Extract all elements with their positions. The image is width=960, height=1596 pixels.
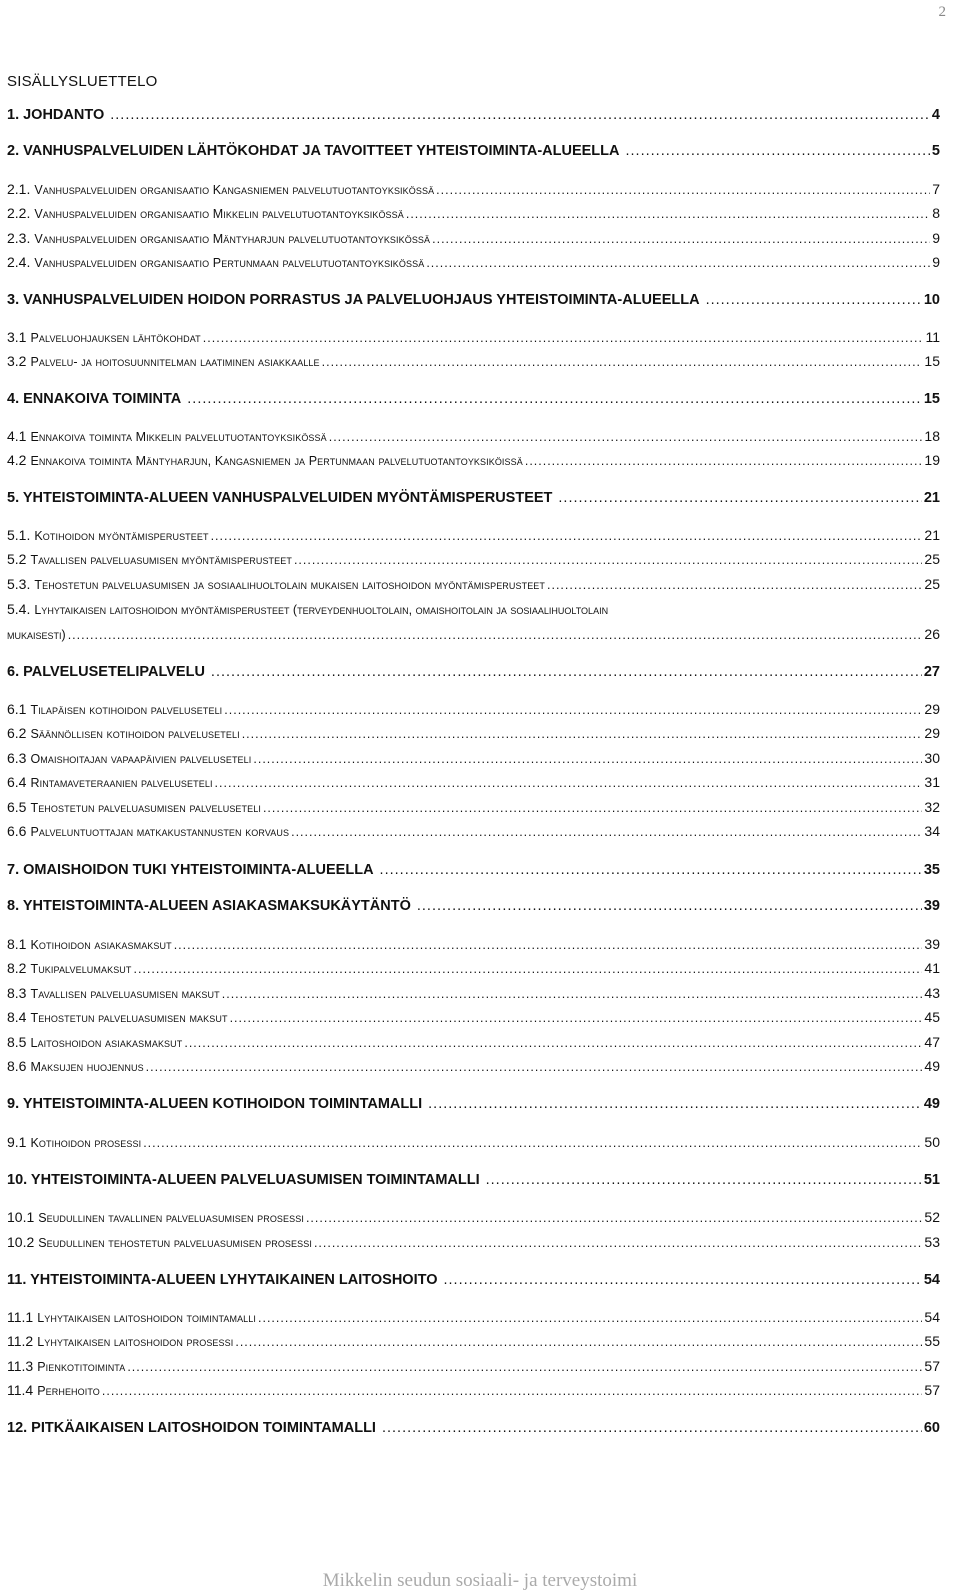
toc-entry-page: 29 <box>924 701 940 717</box>
toc-entry[interactable] <box>7 253 940 272</box>
toc-entry[interactable] <box>7 390 940 408</box>
leader-dots <box>211 663 922 681</box>
toc-entry[interactable] <box>7 427 940 446</box>
toc-entry-title: Palveluntuottajan matkakustannusten korvaus <box>30 825 290 839</box>
toc-entry-number: 9.1 <box>7 1134 27 1150</box>
toc-entry-number: 2.4. <box>7 254 31 270</box>
toc-entry-page: 10 <box>923 292 940 308</box>
toc-entry[interactable] <box>7 597 940 647</box>
toc-entry-title: Tehostetun palveluasumisen maksut <box>30 1011 228 1025</box>
toc-entry[interactable] <box>7 1171 940 1189</box>
toc-entry-page: 60 <box>923 1420 940 1436</box>
toc-entry-number: 6.6 <box>7 823 27 839</box>
toc-entry-title: Tehostetun palveluasumisen ja sosiaalihuoltolain mukaisen laitoshoidon myöntämisperusteet <box>34 578 545 592</box>
toc-entry-number: 5.1. <box>7 527 31 543</box>
toc-entry-title: Ennakoiva toiminta Mäntyharjun, Kangasniemen ja Pertunmaan palvelutuotantoyksiköissä <box>30 454 523 468</box>
page-footer: Mikkelin seudun sosiaali- ja terveystoimi <box>322 1570 638 1591</box>
toc-entry-number: 11.1 <box>7 1309 34 1325</box>
leader-dots <box>306 1209 922 1227</box>
toc-entry-title: Rintamaveteraanien palveluseteli <box>30 776 213 790</box>
leader-dots <box>134 960 923 978</box>
toc-entry[interactable] <box>7 1208 940 1227</box>
leader-dots <box>211 527 923 545</box>
leader-dots <box>174 936 923 954</box>
leader-dots <box>558 489 921 507</box>
leader-dots <box>428 1095 922 1113</box>
toc-entry-page: 18 <box>924 428 940 444</box>
toc-entry-title: Ennakoiva toiminta Mikkelin palvelutuotantoyksikössä <box>30 430 327 444</box>
leader-dots <box>426 254 930 272</box>
toc-entry-page: 29 <box>924 725 940 741</box>
toc-entry-page: 57 <box>924 1358 940 1374</box>
leader-dots <box>184 1034 922 1052</box>
toc-entry[interactable] <box>7 575 940 594</box>
toc-entry-page: 55 <box>924 1333 940 1349</box>
toc-entry-page: 57 <box>924 1382 940 1398</box>
toc-entry[interactable] <box>7 106 940 124</box>
toc-entry-title: Vanhuspalveluiden organisaatio Mäntyharjun palvelutuotantoyksikössä <box>34 232 431 246</box>
toc-entry-title: 8. YHTEISTOIMINTA-ALUEEN ASIAKASMAKSUKÄYTÄNTÖ <box>7 898 411 914</box>
toc-entry-number: 2.3. <box>7 230 31 246</box>
leader-dots <box>253 750 922 768</box>
toc-entry-number: 6.3 <box>7 750 27 766</box>
toc-entry-title: Vanhuspalveluiden organisaatio Pertunmaan palvelutuotantoyksikössä <box>34 256 425 270</box>
leader-dots <box>187 390 922 408</box>
toc-entry[interactable] <box>7 773 940 792</box>
toc-entry-page: 53 <box>924 1234 940 1250</box>
page-number: 2 <box>938 4 946 20</box>
toc-entry-title: Lyhytaikaisen laitoshoidon myöntämisperusteet (terveydenhuoltolain, omaishoitolain ja sosiaalihuoltolain <box>34 603 609 617</box>
toc-entry-page: 21 <box>923 490 940 506</box>
toc-entry-page: 8 <box>932 205 940 221</box>
leader-dots <box>242 725 923 743</box>
leader-dots <box>127 1358 922 1376</box>
toc-entry[interactable] <box>7 1095 940 1113</box>
toc-entry-number: 5.4. <box>7 601 31 617</box>
toc-entry[interactable] <box>7 1271 940 1289</box>
toc-entry[interactable] <box>7 861 940 879</box>
toc-entry-number: 8.1 <box>7 936 27 952</box>
toc-entry[interactable] <box>7 291 940 309</box>
leader-dots <box>235 1333 922 1351</box>
toc-entry-page: 41 <box>924 960 940 976</box>
toc-entry-page: 39 <box>923 898 940 914</box>
leader-dots <box>382 1419 922 1437</box>
toc-entry-page: 52 <box>924 1209 940 1225</box>
toc-entry[interactable] <box>7 959 940 978</box>
toc-entry[interactable] <box>7 724 940 743</box>
toc-entry-number: 8.6 <box>7 1058 27 1074</box>
toc-entry-title: 6. PALVELUSETELIPALVELU <box>7 664 205 680</box>
toc-entry[interactable] <box>7 1419 940 1437</box>
leader-dots <box>322 353 923 371</box>
toc-entry-page: 43 <box>924 985 940 1001</box>
leader-dots <box>203 329 924 347</box>
toc-entry-title: Kotihoidon myöntämisperusteet <box>34 529 209 543</box>
toc-entry-title: Säännöllisen kotihoidon palveluseteli <box>30 727 240 741</box>
toc-entry[interactable] <box>7 550 940 569</box>
leader-dots <box>380 861 922 879</box>
toc-entry[interactable] <box>7 180 940 199</box>
toc-entry-page: 49 <box>923 1096 940 1112</box>
toc-entry[interactable] <box>7 489 940 507</box>
toc-entry-title: Tavallisen palveluasumisen maksut <box>30 987 220 1001</box>
toc-entry-title: Tukipalvelumaksut <box>30 962 132 976</box>
toc-entry-title: Tehostetun palveluasumisen palveluseteli <box>30 801 261 815</box>
toc-entry-number: 8.5 <box>7 1034 27 1050</box>
toc-entry-title: Maksujen huojennus <box>30 1060 144 1074</box>
toc-entry-page: 32 <box>924 799 940 815</box>
toc-entry-page: 21 <box>924 527 940 543</box>
toc-entry-number: 2.1. <box>7 181 31 197</box>
leader-dots <box>432 230 930 248</box>
toc-entry-page: 4 <box>931 107 940 123</box>
toc-entry-page: 25 <box>924 551 940 567</box>
leader-dots <box>146 1058 923 1076</box>
toc-entry-title: Kotihoidon asiakasmaksut <box>30 938 172 952</box>
leader-dots <box>329 428 923 446</box>
toc-entry-page: 27 <box>923 664 940 680</box>
toc-entry-page: 50 <box>924 1134 940 1150</box>
toc-entry-title: Tavallisen palveluasumisen myöntämisperusteet <box>30 553 292 567</box>
toc-entry-number: 3.1 <box>7 329 27 345</box>
toc-entry-title: Pienkotitoiminta <box>37 1360 126 1374</box>
toc-entry-title: 4. ENNAKOIVA TOIMINTA <box>7 391 182 407</box>
leader-dots <box>417 897 922 915</box>
toc-entry-page: 47 <box>924 1034 940 1050</box>
toc-entry[interactable] <box>7 984 940 1003</box>
toc-entry[interactable] <box>7 1133 940 1152</box>
leader-dots <box>406 205 930 223</box>
toc-entry[interactable] <box>7 1033 940 1052</box>
toc-entry-number: 10.2 <box>7 1234 35 1250</box>
leader-dots <box>294 551 922 569</box>
toc-entry-title: Lyhytaikaisen laitoshoidon prosessi <box>37 1335 234 1349</box>
toc-entry-number: 6.4 <box>7 774 27 790</box>
toc-entry[interactable] <box>7 526 940 545</box>
leader-dots <box>224 701 922 719</box>
toc-entry[interactable] <box>7 1008 940 1027</box>
toc-entry-page: 5 <box>931 143 940 159</box>
toc-title: SISÄLLYSLUETTELO <box>7 73 158 90</box>
toc-entry-number: 6.1 <box>7 701 27 717</box>
toc-entry-title: Laitoshoidon asiakasmaksut <box>30 1036 183 1050</box>
toc-entry-title: 9. YHTEISTOIMINTA-ALUEEN KOTIHOIDON TOIMINTAMALLI <box>7 1096 423 1112</box>
toc-entry-number: 4.1 <box>7 428 27 444</box>
toc-entry-title: Vanhuspalveluiden organisaatio Mikkelin palvelutuotantoyksikössä <box>34 207 404 221</box>
leader-dots <box>291 823 922 841</box>
toc-entry-number: 6.5 <box>7 799 27 815</box>
toc-entry-number: 10.1 <box>7 1209 35 1225</box>
toc-entry[interactable] <box>7 352 940 371</box>
leader-dots <box>102 1382 923 1400</box>
toc-entry[interactable] <box>7 663 940 681</box>
leader-dots <box>706 291 922 309</box>
toc-entry[interactable] <box>7 700 940 719</box>
toc-entry-title: Palveluohjauksen lähtökohdat <box>30 331 201 345</box>
leader-dots <box>110 106 930 124</box>
toc-entry[interactable] <box>7 1381 940 1400</box>
toc-entry-title: 11. YHTEISTOIMINTA-ALUEEN LYHYTAIKAINEN LAITOSHOITO <box>7 1272 438 1288</box>
toc-entry[interactable] <box>7 1233 940 1252</box>
toc-entry-number: 6.2 <box>7 725 27 741</box>
leader-dots <box>143 1134 922 1152</box>
leader-dots <box>444 1271 922 1289</box>
toc-entry-number: 2.2. <box>7 205 31 221</box>
leader-dots <box>215 774 923 792</box>
toc-entry-page: 15 <box>923 391 940 407</box>
toc-entry-number: 8.2 <box>7 960 27 976</box>
leader-dots <box>314 1234 922 1252</box>
toc-entry-title: 10. YHTEISTOIMINTA-ALUEEN PALVELUASUMISEN TOIMINTAMALLI <box>7 1172 480 1188</box>
toc-entry-title: Seudullinen tehostetun palveluasumisen prosessi <box>38 1236 312 1250</box>
toc-entry-number: 8.4 <box>7 1009 27 1025</box>
toc-entry-page: 25 <box>924 576 940 592</box>
toc-entry-page: 26 <box>924 626 940 642</box>
toc-entry-title: Palvelu- ja hoitosuunnitelman laatiminen asiakkaalle <box>30 355 320 369</box>
toc-entry-number: 4.2 <box>7 452 27 468</box>
leader-dots <box>436 181 930 199</box>
leader-dots <box>626 142 930 160</box>
toc-entry-page: 7 <box>932 181 940 197</box>
toc-entry[interactable] <box>7 822 940 841</box>
toc-entry-title-continued: mukaisesti) <box>7 628 66 642</box>
leader-dots <box>258 1309 922 1327</box>
toc-entry[interactable] <box>7 229 940 248</box>
toc-entry-page: 9 <box>932 254 940 270</box>
toc-entry[interactable] <box>7 798 940 817</box>
toc-entry[interactable] <box>7 142 940 160</box>
toc-entry[interactable] <box>7 451 940 470</box>
toc-entry-page: 35 <box>923 862 940 878</box>
toc-entry-page: 34 <box>924 823 940 839</box>
toc-entry-title: 1. JOHDANTO <box>7 107 105 123</box>
toc-entry-title: 5. YHTEISTOIMINTA-ALUEEN VANHUSPALVELUIDEN MYÖNTÄMISPERUSTEET <box>7 490 553 506</box>
toc-entry-title: 2. VANHUSPALVELUIDEN LÄHTÖKOHDAT JA TAVOITTEET YHTEISTOIMINTA-ALUEELLA <box>7 143 620 159</box>
toc-entry-page: 9 <box>932 230 940 246</box>
toc-entry-title: Vanhuspalveluiden organisaatio Kangasniemen palvelutuotantoyksikössä <box>34 183 435 197</box>
toc-entry[interactable] <box>7 897 940 915</box>
toc-entry[interactable] <box>7 204 940 223</box>
toc-entry-page: 15 <box>924 353 940 369</box>
toc-entry-page: 51 <box>923 1172 940 1188</box>
leader-dots <box>263 799 922 817</box>
toc-entry-title: Tilapäisen kotihoidon palveluseteli <box>30 703 223 717</box>
toc-entry-number: 11.4 <box>7 1382 34 1398</box>
toc-entry[interactable] <box>7 1332 940 1351</box>
toc-entry-number: 5.2 <box>7 551 27 567</box>
leader-dots <box>230 1009 923 1027</box>
toc-entry-title: 7. OMAISHOIDON TUKI YHTEISTOIMINTA-ALUEELLA <box>7 862 374 878</box>
toc-entry[interactable] <box>7 935 940 954</box>
leader-dots <box>222 985 923 1003</box>
toc-entry-line1 <box>7 597 940 622</box>
toc-entry-title: Kotihoidon prosessi <box>30 1136 142 1150</box>
toc-entry[interactable] <box>7 1357 940 1376</box>
toc-entry-title: Lyhytaikaisen laitoshoidon toimintamalli <box>37 1311 256 1325</box>
leader-dots <box>547 576 922 594</box>
toc-entry-number: 8.3 <box>7 985 27 1001</box>
toc-entry-page: 11 <box>925 329 940 345</box>
toc-entry-line2 <box>7 622 940 647</box>
leader-dots <box>486 1171 922 1189</box>
leader-dots <box>525 452 923 470</box>
toc-entry-title: Omaishoitajan vapaapäivien palveluseteli <box>30 752 252 766</box>
toc-entry-page: 39 <box>924 936 940 952</box>
toc-entry-number: 5.3. <box>7 576 31 592</box>
toc-entry-number: 11.2 <box>7 1333 34 1349</box>
toc-entry[interactable] <box>7 1308 940 1327</box>
toc-entry-page: 31 <box>924 774 940 790</box>
toc-entry-title: 12. PITKÄAIKAISEN LAITOSHOIDON TOIMINTAMALLI <box>7 1420 376 1436</box>
leader-dots <box>68 623 923 647</box>
toc-entry-title: 3. VANHUSPALVELUIDEN HOIDON PORRASTUS JA PALVELUOHJAUS YHTEISTOIMINTA-ALUEELLA <box>7 292 700 308</box>
toc-entry-page: 19 <box>924 452 940 468</box>
toc-entry-page: 45 <box>924 1009 940 1025</box>
toc-entry-number: 11.3 <box>7 1358 34 1374</box>
toc-entry-page: 30 <box>924 750 940 766</box>
toc-entry-page: 54 <box>923 1272 940 1288</box>
toc-entry-title: Perhehoito <box>37 1384 100 1398</box>
toc-entry[interactable] <box>7 1057 940 1076</box>
toc-entry-number: 3.2 <box>7 353 27 369</box>
toc-entry-title: Seudullinen tavallinen palveluasumisen prosessi <box>38 1211 304 1225</box>
toc-entry-page: 49 <box>924 1058 940 1074</box>
toc-entry-page: 54 <box>924 1309 940 1325</box>
toc-entry[interactable] <box>7 328 940 347</box>
toc-entry[interactable] <box>7 749 940 768</box>
